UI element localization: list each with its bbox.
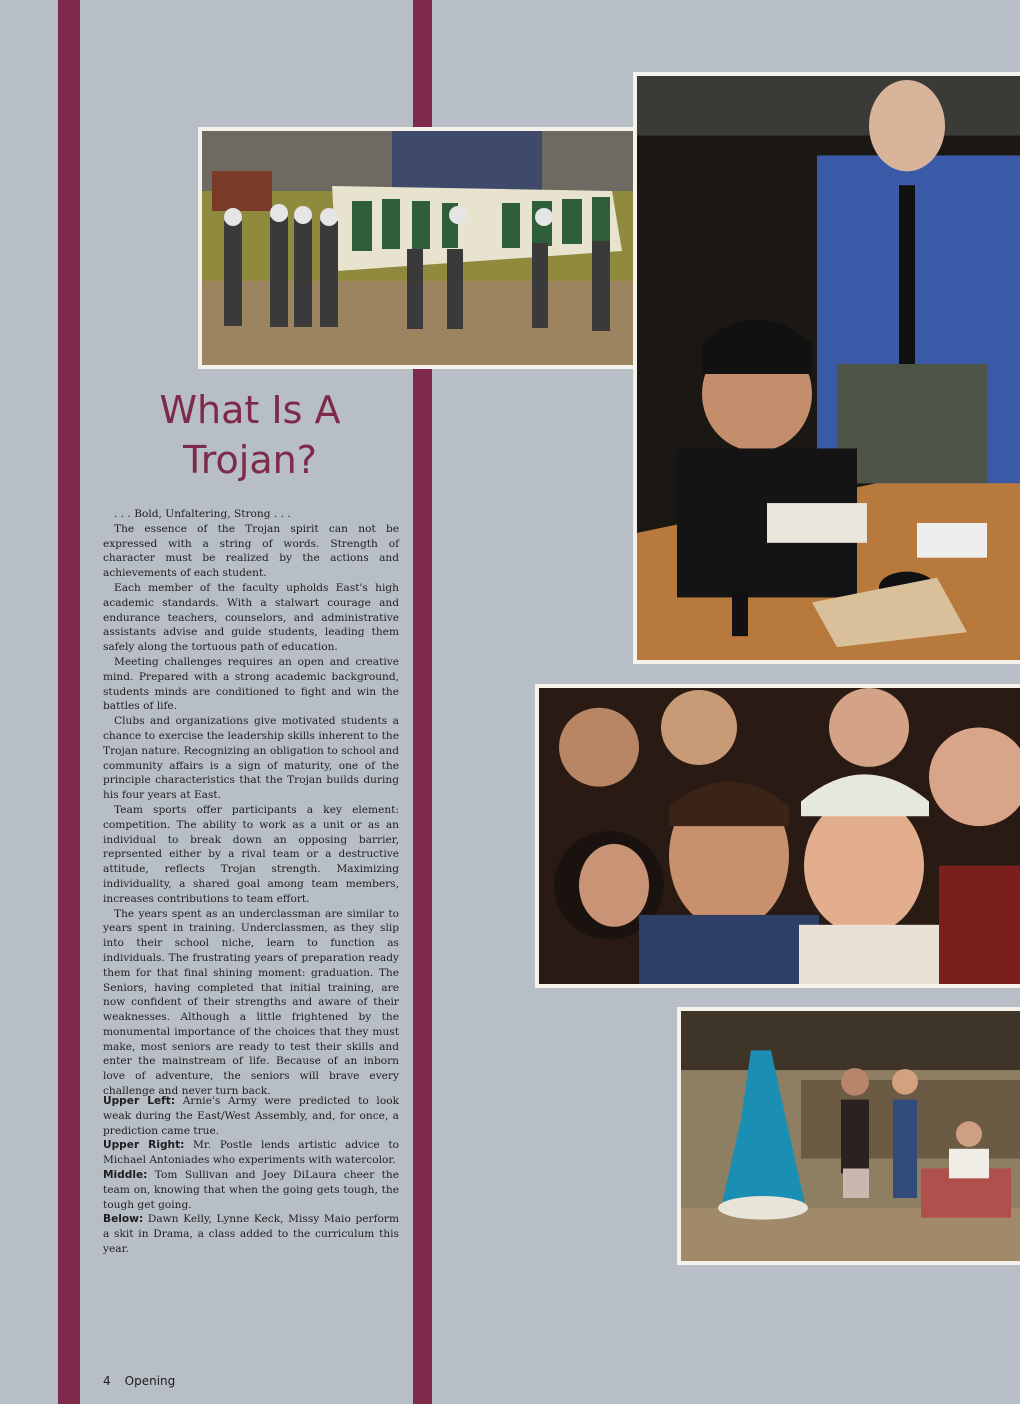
body-paragraph: Team sports offer participants a key element: competition. The ability to work as a unit or as an individual to break down an opposing barrier, reprsented either by a rival team or a destructive attitude, reflects Trojan strength. Maximizing individuality, a shared goal among team members, increases contributions to team effort. [103, 803, 399, 905]
caption-middle [103, 1168, 399, 1212]
page-title [100, 385, 400, 485]
body-paragraph: The essence of the Trojan spirit can not be expressed with a string of words. Strength of character must be realized by the actions and achievements of each student. [103, 522, 399, 580]
title-line-1: What Is A [159, 388, 341, 432]
caption-below [103, 1212, 399, 1256]
left-accent-bar [58, 0, 80, 1404]
photo-watercolor-lesson [633, 72, 1020, 664]
caption-label: Below: [103, 1213, 144, 1226]
title-line-2: Trojan? [183, 438, 317, 482]
body-paragraph: Meeting challenges requires an open and creative mind. Prepared with a strong academic background, students minds are conditioned to fight and win the battles of life. [103, 655, 399, 713]
body-paragraph: . . . Bold, Unfaltering, Strong . . . [114, 508, 291, 520]
page-folio [103, 1374, 189, 1388]
photo-cheering-students [535, 684, 1020, 988]
body-paragraph: Each member of the faculty upholds East's high academic standards. With a stalwart courage and endurance teachers, counselors, and administrative assistants advise and guide students, leading them safely along the tortuous path of education. [103, 581, 399, 654]
caption-text: Dawn Kelly, Lynne Keck, Missy Maio perform a skit in Drama, a class added to the curriculum this year. [103, 1213, 399, 1255]
page-number: 4 [103, 1374, 111, 1388]
caption-text: Mr. Postle lends artistic advice to Michael Antoniades who experiments with watercolor. [103, 1139, 399, 1167]
caption-label: Upper Right: [103, 1139, 185, 1152]
caption-upper-right [103, 1138, 399, 1168]
body-paragraph: The years spent as an underclassman are similar to years spent in training. Underclassmen, as they slip into their school niche, learn to function as individuals. The frustrating years of preparation ready them for that final shining moment: graduation. The Seniors, having completed that initial training, are now confident of their strengths and aware of their weaknesses. Although a little frightened by the monumental importance of the choices that they must make, most seniors are ready to test their skills and enter the mainstream of life. Because of an inborn love of adventure, the seniors will brave every challenge and never turn back. [103, 907, 399, 1098]
caption-label: Upper Left: [103, 1095, 176, 1107]
photo-drama-skit [677, 1007, 1020, 1265]
article-body [103, 507, 399, 1099]
caption-upper-left [103, 1094, 399, 1138]
body-paragraph: Clubs and organizations give motivated students a chance to exercise the leadership skills inherent to the Trojan nature. Recognizing an obligation to school and community affairs is a sign of maturity, one of the principle characteristics that the Trojan builds during his four years at East. [103, 715, 399, 802]
caption-text: Arnie's Army were predicted to look weak during the East/West Assembly, and, for once, a prediction came true. [103, 1095, 399, 1137]
caption-text: Tom Sullivan and Joey DiLaura cheer the team on, knowing that when the going gets tough, the tough get going. [103, 1168, 399, 1211]
photo-captions [103, 1094, 399, 1257]
caption-label: Middle: [103, 1168, 148, 1181]
section-name: Opening [124, 1374, 176, 1388]
